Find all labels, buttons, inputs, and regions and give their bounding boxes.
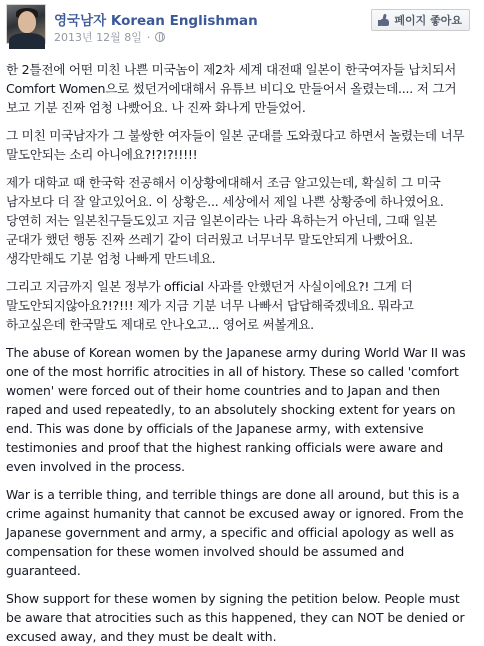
like-page-label: 페이지 좋아요 — [394, 14, 462, 27]
post-paragraph: 그 미친 미국남자가 그 불쌍한 여자들이 일본 군대를 도와줬다고 하면서 놀렸는데 너무 말도안되는 소리 아니에요?!?!?!!!!! — [6, 128, 465, 162]
post-body — [6, 60, 484, 646]
avatar-face — [18, 11, 36, 33]
avatar-shoulders — [9, 33, 45, 49]
post-timestamp-row — [54, 29, 165, 45]
post-paragraph: War is a terrible thing, and terrible things are done all around, but this is a crime against humanity that cannot be excused away or ignored. From the Japanese government and army, a specific and official apology as well as compensation for these women involved should be assumed and guaranteed. — [6, 487, 464, 578]
thumbs-up-icon — [378, 14, 390, 26]
post-paragraph: Show support for these women by signing the petition below. People must be aware that atrocities such as this happened, they can NOT be denied or excused away, and they must be dealt with. — [6, 591, 465, 644]
like-page-button[interactable] — [371, 9, 470, 31]
post-timestamp[interactable]: 2013년 12월 8일 — [54, 31, 142, 44]
page-name-link[interactable]: 영국남자 Korean Englishman — [54, 13, 258, 29]
separator-dot: · — [146, 30, 151, 44]
post-paragraph: 그리고 지금까지 일본 정부가 official 사과를 안했던거 사실이에요?! 그게 더 말도안되지않아요?!?!!! 제가 지금 기분 너무 나빠서 답답해죽겠네요. 뭐라고 하고싶은데 한국말도 제대로 안나오고... 영어로 써볼게요. — [6, 279, 414, 332]
post-paragraph: 한 2틀전에 어떤 미친 나쁜 미국놈이 제2차 세계 대전때 일본이 한국여자들 납치되서 Comfort Women으로 썼던거에대해서 유튜브 비디오 만들어서 올렸는데.... 저 그거 보고 기분 진짜 엄청 나빴어요. 나 진짜 화나게 만들었어. — [6, 62, 457, 115]
post-header — [6, 4, 484, 48]
page-avatar[interactable] — [6, 4, 46, 44]
globe-icon[interactable] — [155, 32, 165, 42]
post-paragraph: 제가 대학교 때 한국학 전공해서 이상황에대해서 조금 알고있는데, 확실히 그 미국 남자보다 더 잘 알고있어요. 이 상황은... 세상에서 제일 나쁜 상황중에 하나였어요. 당연히 저는 일본친구들도있고 지금 일본이라는 나라 욕하는거 아닌데, 그때 일본 군대가 했던 행동 진짜 쓰레기 같이 더러웠고 너무너무 말도안되게 나빴어요. 생각만해도 기분 엄청 나빠게 만드네요. — [6, 175, 444, 266]
post-paragraph: The abuse of Korean women by the Japanese army during World War II was one of the most horrific atrocities in all of history. These so called 'comfort women' were forced out of their home countries and to Japan and then raped and used repeatedly, to an absolutely shocking extent for years on end. This was done by officials of the Japanese army, with extensive testimonies and proof that the highest ranking officials were aware and even involved in the process. — [6, 345, 466, 474]
